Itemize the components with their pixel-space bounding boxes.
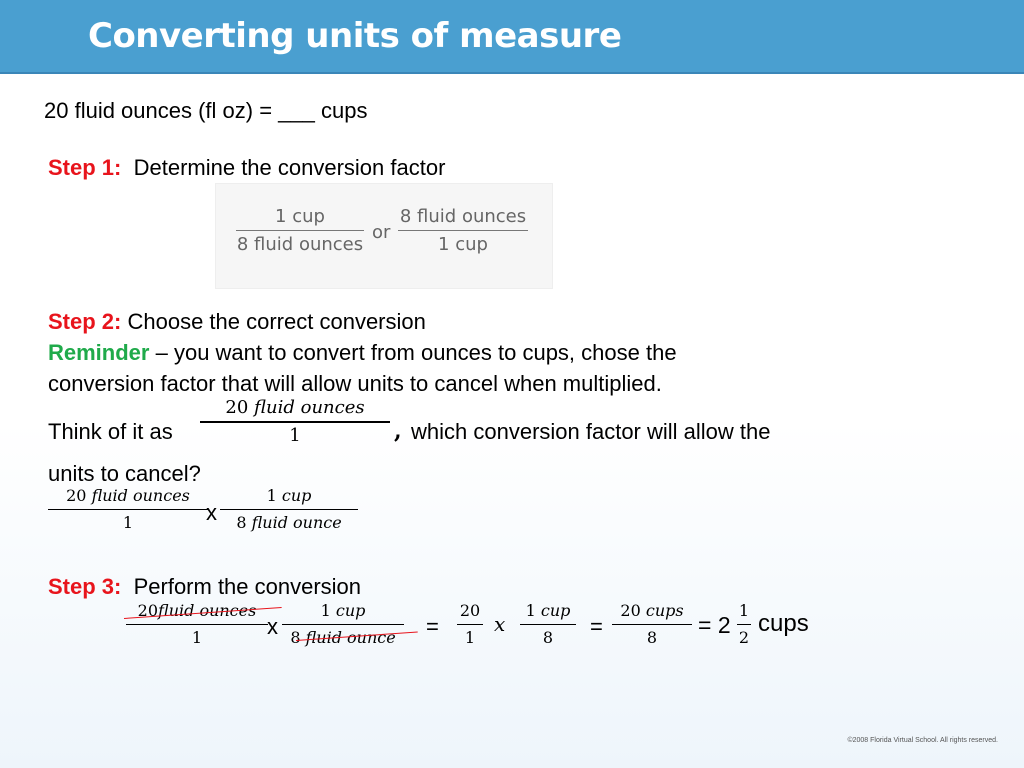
- step1-line: [48, 155, 445, 181]
- step3-text: Perform the conversion: [133, 574, 362, 599]
- eq3-f1-num-unit: fluid ounces: [158, 601, 257, 620]
- eq3-f4-num-unit: cup: [540, 601, 571, 620]
- eq3-f4-num-number: 1: [525, 601, 536, 620]
- eq2-f1-num-number: 20: [66, 486, 87, 505]
- eq3-f2-den-number: 8: [290, 628, 301, 647]
- think-suffix: which conversion factor will allow the: [411, 419, 771, 444]
- eq3-f4-den: 8: [542, 628, 554, 647]
- copyright-notice: ©2008 Florida Virtual School. All rights reserved.: [847, 737, 998, 744]
- eq3-result-unit: cups: [758, 610, 809, 637]
- think-line-2: units to cancel?: [48, 461, 201, 486]
- eq3-mixed-num: 1: [738, 601, 750, 620]
- problem-statement: 20 fluid ounces (fl oz) = ___ cups: [44, 98, 368, 123]
- think-prefix: Think of it as: [48, 419, 173, 444]
- eq3-mixed-fraction: [737, 601, 751, 648]
- eq3-x-variable: x: [494, 612, 506, 636]
- step3-label: Step 3:: [48, 574, 122, 599]
- step1-text: Determine the conversion factor: [133, 155, 446, 180]
- eq2-f2-den-unit: fluid ounce: [251, 513, 342, 532]
- factor-b-numerator: 8 fluid ounces: [399, 206, 527, 227]
- title-bar: [0, 0, 1024, 74]
- step3-line: [48, 574, 361, 600]
- reminder-text: – you want to convert from ounces to cups, chose the: [155, 340, 677, 365]
- think-num-unit: fluid ounces: [254, 397, 365, 418]
- eq2-f1-den: 1: [122, 513, 134, 532]
- eq2-fraction-2: [220, 486, 358, 533]
- think-den: 1: [289, 425, 301, 446]
- think-num-number: 20: [225, 397, 249, 418]
- conversion-factor-image: [215, 183, 553, 289]
- eq3-mixed-den: 2: [738, 628, 750, 647]
- eq2-f1-num-unit: fluid ounces: [91, 486, 190, 505]
- eq3-f2-den-unit: fluid ounce: [305, 628, 396, 647]
- eq3-f1-num-number: 20: [137, 601, 159, 620]
- eq3-f1-den: 1: [191, 628, 203, 647]
- eq3-f5-num-number: 20: [620, 601, 641, 620]
- eq2-f2-num-number: 1: [266, 486, 277, 505]
- eq3-f5-den: 8: [646, 628, 658, 647]
- reminder-label: Reminder: [48, 340, 150, 365]
- eq3-fraction-5: [612, 601, 692, 648]
- think-fraction: [200, 398, 390, 446]
- eq3-equals-2: =: [590, 614, 603, 639]
- eq3-f2-num-number: 1: [320, 601, 331, 620]
- eq3-result-whole: = 2: [698, 612, 731, 638]
- eq3-fraction-1: [126, 601, 268, 648]
- eq3-f5-num-unit: cups: [645, 601, 684, 620]
- reminder-line-2: conversion factor that will allow units to cancel when multiplied.: [48, 371, 662, 396]
- eq3-fraction-4: [520, 601, 576, 648]
- step1-label: Step 1:: [48, 155, 122, 180]
- eq2-times: x: [206, 500, 217, 525]
- slide-title: Converting units of measure: [88, 16, 622, 56]
- or-text: or: [372, 222, 391, 243]
- step2-text: Choose the correct conversion: [127, 309, 426, 334]
- eq2-f2-num-unit: cup: [281, 486, 312, 505]
- eq3-equals-1: =: [426, 614, 439, 639]
- eq3-fraction-3: [457, 601, 483, 648]
- think-comma: ,: [394, 418, 402, 444]
- reminder-line: [48, 340, 677, 366]
- eq3-f3-num: 20: [459, 601, 481, 620]
- eq3-f3-den: 1: [464, 628, 476, 647]
- eq3-times: x: [267, 614, 278, 639]
- step2-line: [48, 309, 426, 335]
- factor-ounces-per-cup: [398, 206, 528, 255]
- eq3-f2-num-unit: cup: [335, 601, 366, 620]
- factor-b-denominator: 1 cup: [438, 234, 488, 255]
- eq2-f2-den-number: 8: [236, 513, 247, 532]
- eq3-fraction-2: [282, 601, 404, 648]
- factor-a-numerator: 1 cup: [275, 206, 325, 227]
- eq2-fraction-1: [48, 486, 208, 533]
- factor-cup-per-ounces: [236, 206, 364, 255]
- step2-label: Step 2:: [48, 309, 122, 334]
- factor-a-denominator: 8 fluid ounces: [236, 234, 364, 255]
